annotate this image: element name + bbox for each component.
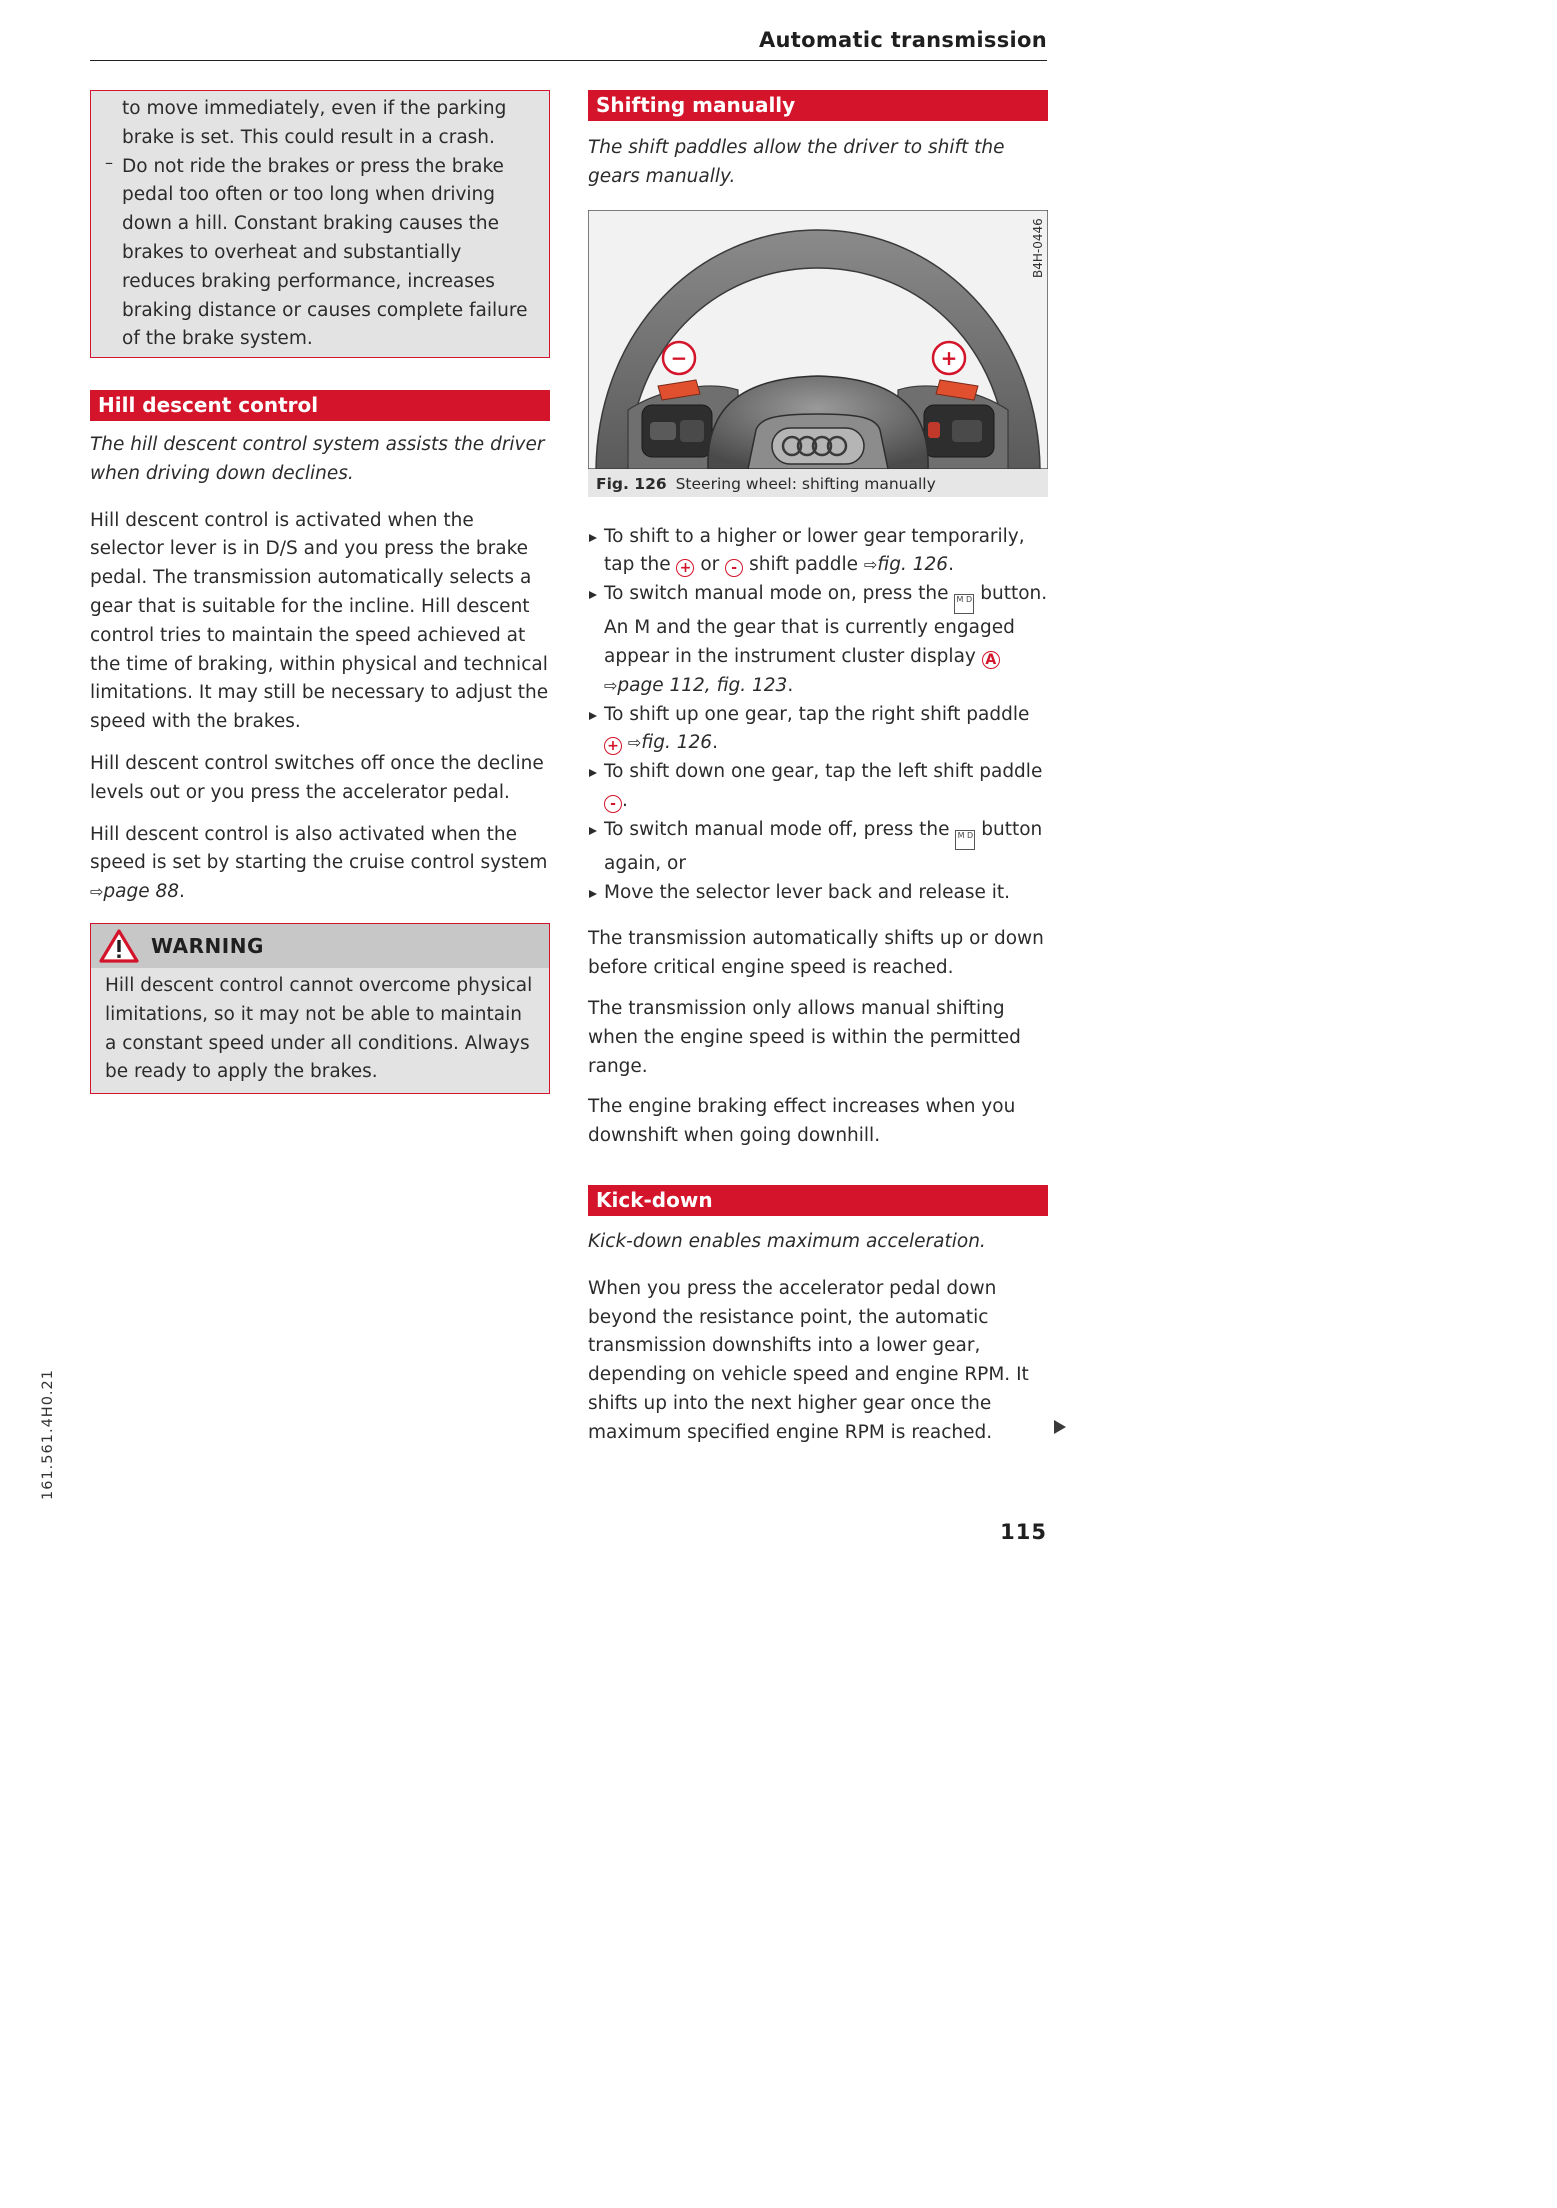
b1-text-c: shift paddle [749,554,858,576]
list-item [588,523,1048,581]
shifting-paragraph-1: The transmission automatically shifts up or down before critical engine speed is reached. [588,928,1044,979]
b3-end: . [712,732,718,754]
b2-text-b: button. An M and the gear that is currently engaged appear in the instrument cluster display [604,583,1048,667]
minus-paddle-icon: - [725,559,743,577]
shifting-manually-intro: The shift paddles allow the driver to shift the gears manually. [588,137,1005,187]
shifting-paragraph-2: The transmission only allows manual shifting when the engine speed is within the permitted range. [588,997,1021,1077]
manual-mode-button-icon: M D [954,594,974,614]
hill-descent-paragraph-1: Hill descent control is activated when the selector lever is in D/S and you press the brake pedal. The transmission automatically selects a gear that is suitable for the incline. Hill descent control tries to maintain the speed achieved at the time of braking, within physical and technical limitations. It may still be necessary to adjust the speed with the brakes. [90,509,549,733]
b2-end: . [787,674,794,696]
header-rule [90,60,1047,61]
b4-end: . [622,789,628,811]
hill-descent-intro: The hill descent control system assists the driver when driving down declines. [90,434,545,484]
figure-code: B4H-0446 [1031,217,1045,278]
reference-arrow-icon: ⇨ [90,882,104,902]
list-item [588,701,1048,759]
warning-text: Hill descent control cannot overcome physical limitations, so it may not be able to maintain a constant speed under all conditions. Always be ready to apply the brakes. [105,974,533,1083]
warning-title: WARNING [151,933,264,958]
b5-text-a: To switch manual mode off, press the [604,818,950,840]
instruction-list [588,523,1048,908]
warning-header [91,924,549,968]
b1-end: . [948,554,954,576]
continued-warning-box [90,90,550,358]
shifting-manually-heading: Shifting manually [588,90,1048,121]
continue-arrow-icon [1054,1420,1066,1434]
minus-paddle-icon: - [604,795,622,813]
minus-callout-symbol: − [670,345,688,370]
hill-descent-paragraph-3 [90,821,550,907]
reference-arrow-icon: ⇨ [604,675,618,695]
plus-callout [933,342,965,374]
p3-text: Hill descent control is also activated when the speed is set by starting the cruise control system [90,823,548,874]
minus-callout [663,342,695,374]
page-reference-link[interactable]: page 88 [103,881,180,903]
kick-down-heading: Kick-down [588,1185,1048,1216]
page-number: 115 [1000,1520,1047,1544]
continued-dash-item [105,153,531,355]
document-code: 161.561.4H0.21 [40,1369,56,1500]
figure-label: Fig. 126 [596,474,667,493]
callout-a-icon: A [982,651,1000,669]
b1-text-a: To shift to a higher or lower gear temporarily, tap the [604,525,1025,576]
plus-paddle-icon: + [604,737,622,755]
figure-reference-link[interactable]: fig. 126 [877,554,949,576]
steering-wheel-illustration [588,210,1048,469]
list-item [588,580,1048,700]
b4-text-a: To shift down one gear, tap the left shift paddle [604,761,1043,783]
dash-marker: – [105,152,113,172]
continued-text: to move immediately, even if the parking brake is set. This could result in a crash. [122,98,507,148]
hill-descent-heading: Hill descent control [90,390,550,421]
reference-arrow-icon: ⇨ [627,733,642,753]
b3-text-a: To shift up one gear, tap the right shift paddle [604,703,1030,725]
list-item [588,758,1048,816]
plus-paddle-icon: + [676,559,694,577]
warning-box [90,923,550,1094]
b1-text-b: or [700,554,720,576]
figure-reference-link[interactable]: fig. 126 [641,732,713,754]
list-item [588,816,1048,879]
figure-caption [588,469,1048,497]
plus-callout-symbol: + [940,345,958,370]
continued-item-text: Do not ride the brakes or press the brake pedal too often or too long when driving down a hill. Constant braking causes the brakes to overheat and substantially reduces braking performance, increases braking distance or causes complete failure of the brake system. [122,155,528,350]
p3-end: . [179,881,185,903]
hill-descent-paragraph-2: Hill descent control switches off once the decline levels out or you press the accelerator pedal. [90,752,544,803]
page-reference-link[interactable]: page 112, fig. 123 [617,674,788,696]
left-column [90,90,550,1094]
right-column [588,90,1048,1448]
b5-text-b: button again, or [604,818,1043,874]
list-item: Move the selector lever back and release it. [588,879,1048,908]
shifting-paragraph-3: The engine braking effect increases when you downshift when going downhill. [588,1096,1016,1147]
reference-arrow-icon: ⇨ [863,555,878,575]
b2-text-a: To switch manual mode on, press the [604,583,949,605]
warning-triangle-icon [99,929,139,963]
header-title: Automatic transmission [759,28,1047,52]
kick-down-intro: Kick-down enables maximum acceleration. [588,1230,986,1252]
figure-caption-text: Steering wheel: shifting manually [675,474,936,493]
kick-down-paragraph: When you press the accelerator pedal down beyond the resistance point, the automatic transmission downshifts into a lower gear, depending on vehicle speed and engine RPM. It shifts up into the next higher gear once the maximum specified engine RPM is reached. [588,1277,1029,1443]
figure-126 [588,210,1048,497]
manual-mode-button-icon: M D [955,830,975,850]
